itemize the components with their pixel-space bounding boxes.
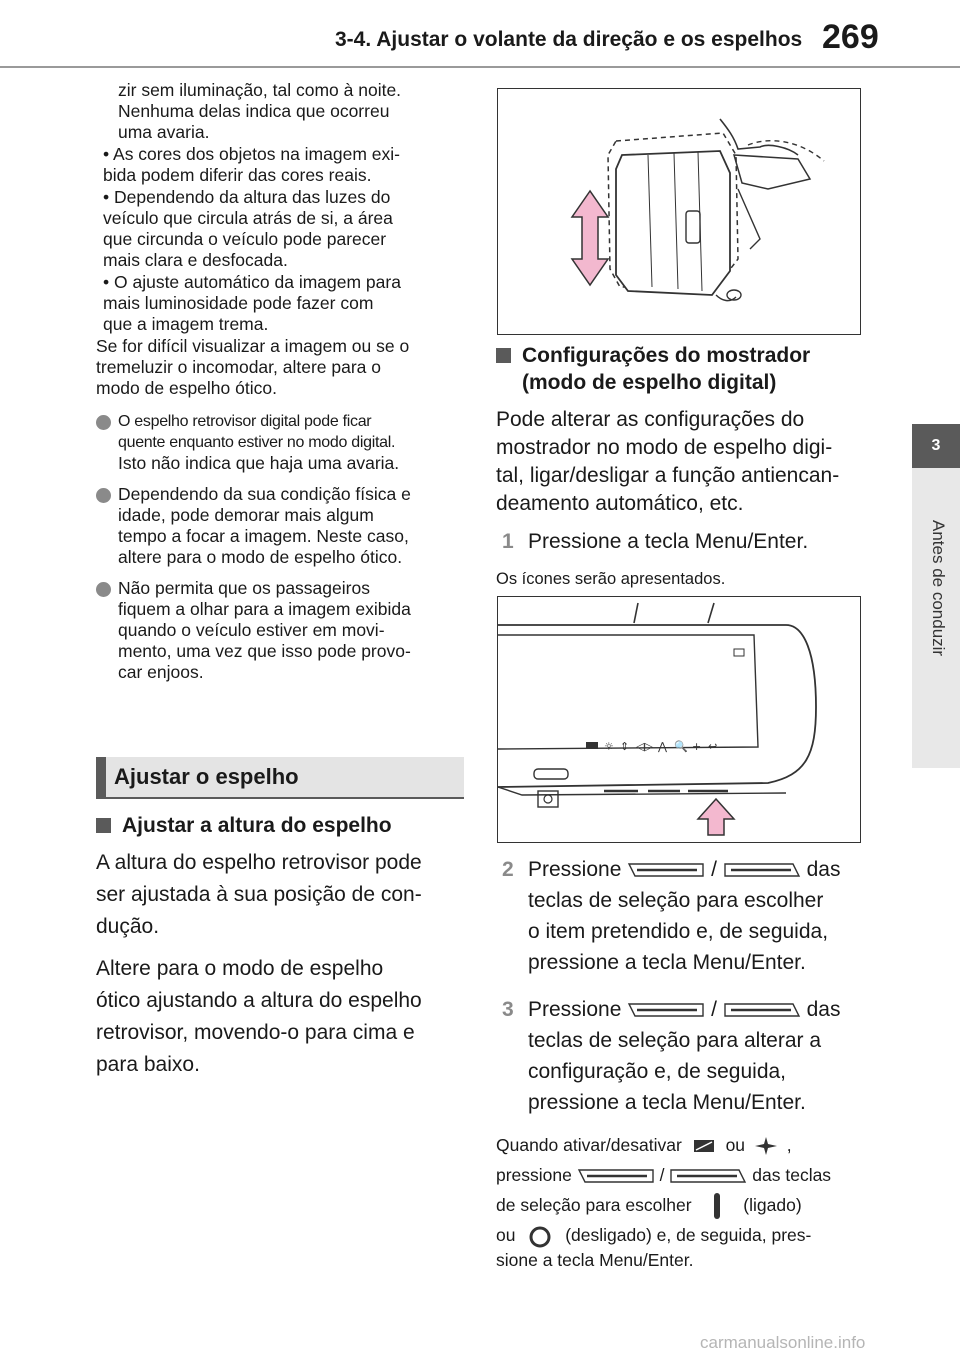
watermark: carmanualsonline.info (700, 1333, 866, 1352)
select-key-right-icon (723, 1002, 801, 1018)
paragraph: Se for difícil visualizar a imagem ou se o tremeluzir o incomodar, altere para o modo de espelho ótico. (96, 336, 410, 398)
auto-dimming-icon (754, 1136, 778, 1156)
circle-bullet-icon (96, 488, 111, 503)
mirror-mode-icon (734, 649, 744, 656)
svg-text:🔍: 🔍 (674, 740, 688, 753)
display-toggle-icon (693, 1139, 715, 1153)
up-down-arrow-icon (572, 191, 608, 285)
chapter-number: 3 (931, 437, 941, 454)
right-upper (496, 342, 868, 590)
off-indicator-icon (528, 1225, 552, 1249)
right-lower (496, 854, 868, 1270)
digital-mirror-illustration (497, 596, 861, 843)
svg-text:↩: ↩ (708, 740, 718, 753)
chapter-tab[interactable] (912, 424, 960, 468)
on-indicator-icon (708, 1192, 726, 1220)
paragraph: Pode alterar as configurações do mostrador no modo de espelho digi- tal, ligar/desligar a função antiencan- deamento automático, etc. (496, 408, 840, 515)
running-header-title: 3-4. Ajustar o volante da direção e os espelhos (335, 28, 803, 51)
svg-text:+: + (692, 740, 702, 753)
square-bullet-icon (496, 348, 511, 363)
square-bullet-icon (96, 818, 111, 833)
bullet-item: • Dependendo da altura das luzes do veículo que circula atrás de si, a área que circunda o veículo pode parecer mais clara e desfocada. (103, 187, 393, 270)
circle-note: O espelho retrovisor digital pode ficar quente enquanto estiver no modo digital. Isto não indica que haja uma avaria. (96, 411, 466, 474)
step-1: 1 Pressione a tecla Menu/Enter. (502, 530, 809, 553)
left-column (96, 80, 466, 683)
paragraph: A altura do espelho retrovisor pode ser ajustada à sua posição de con- dução. (96, 851, 422, 938)
select-key-right-icon (723, 862, 801, 878)
mirror-height-drawing (498, 89, 859, 333)
mirror-height-illustration (497, 88, 861, 335)
circle-note: Não permita que os passageiros fiquem a olhar para a imagem exibida quando o veículo estiver em movi- mento, uma vez que isso pode provo- car enjoos. (96, 578, 466, 683)
digital-mirror-drawing (498, 597, 859, 841)
section-heading: Ajustar o espelho (96, 757, 464, 799)
svg-text:⋀: ⋀ (658, 740, 668, 753)
select-key-left-icon (627, 1002, 705, 1018)
up-arrow-icon (698, 799, 734, 835)
chapter-label: Antes de conduzir (929, 520, 948, 657)
paragraph: Altere para o modo de espelho ótico ajustando a altura do espelho retrovisor, movendo-o para cima e para baixo. (96, 957, 422, 1076)
circle-bullet-icon (96, 415, 111, 430)
intro-continuation: zir sem iluminação, tal como à noite. Nenhuma delas indica que ocorreu uma avaria. (118, 80, 402, 142)
page-number: 269 (822, 18, 879, 56)
svg-text:◁▷: ◁▷ (636, 740, 653, 753)
subheading: Ajustar a altura do espelho (96, 812, 466, 839)
settings-note: Quando ativar/desativar ou , pressione / das teclas de seleção para escolher (ligado) ou (desligado) e, de seguida, pres- sione a tecla Menu/Enter. (496, 1135, 832, 1271)
step-note: Os ícones serão apresentados. (496, 570, 726, 588)
svg-text:☼: ☼ (604, 740, 614, 753)
circle-bullet-icon (96, 582, 111, 597)
select-key-left-icon (577, 1168, 655, 1184)
bullet-item: • O ajuste automático da imagem para mais luminosidade pode fazer com que a imagem trema. (103, 272, 401, 334)
subheading: Configurações do mostrador (modo de espelho digital) (496, 342, 868, 396)
select-key-right-icon (669, 1168, 747, 1184)
step-3: 3 Pressione / das teclas de seleção para alterar a configuração e, de seguida, pressione a tecla Menu/Enter. (502, 998, 841, 1114)
circle-note: Dependendo da sua condição física e idade, pode demorar mais algum tempo a focar a imagem. Neste caso, altere para o modo de espelho ótico. (96, 484, 466, 568)
menu-icon-row (586, 739, 717, 753)
left-lower (96, 812, 466, 1081)
select-key-left-icon (627, 862, 705, 878)
bullet-item: • As cores dos objetos na imagem exi- bida podem diferir das cores reais. (103, 144, 400, 185)
step-2: 2 Pressione / das teclas de seleção para escolher o item pretendido e, de seguida, pressione a tecla Menu/Enter. (502, 858, 841, 974)
svg-text:⇕: ⇕ (620, 740, 630, 753)
header-rule (0, 66, 960, 68)
